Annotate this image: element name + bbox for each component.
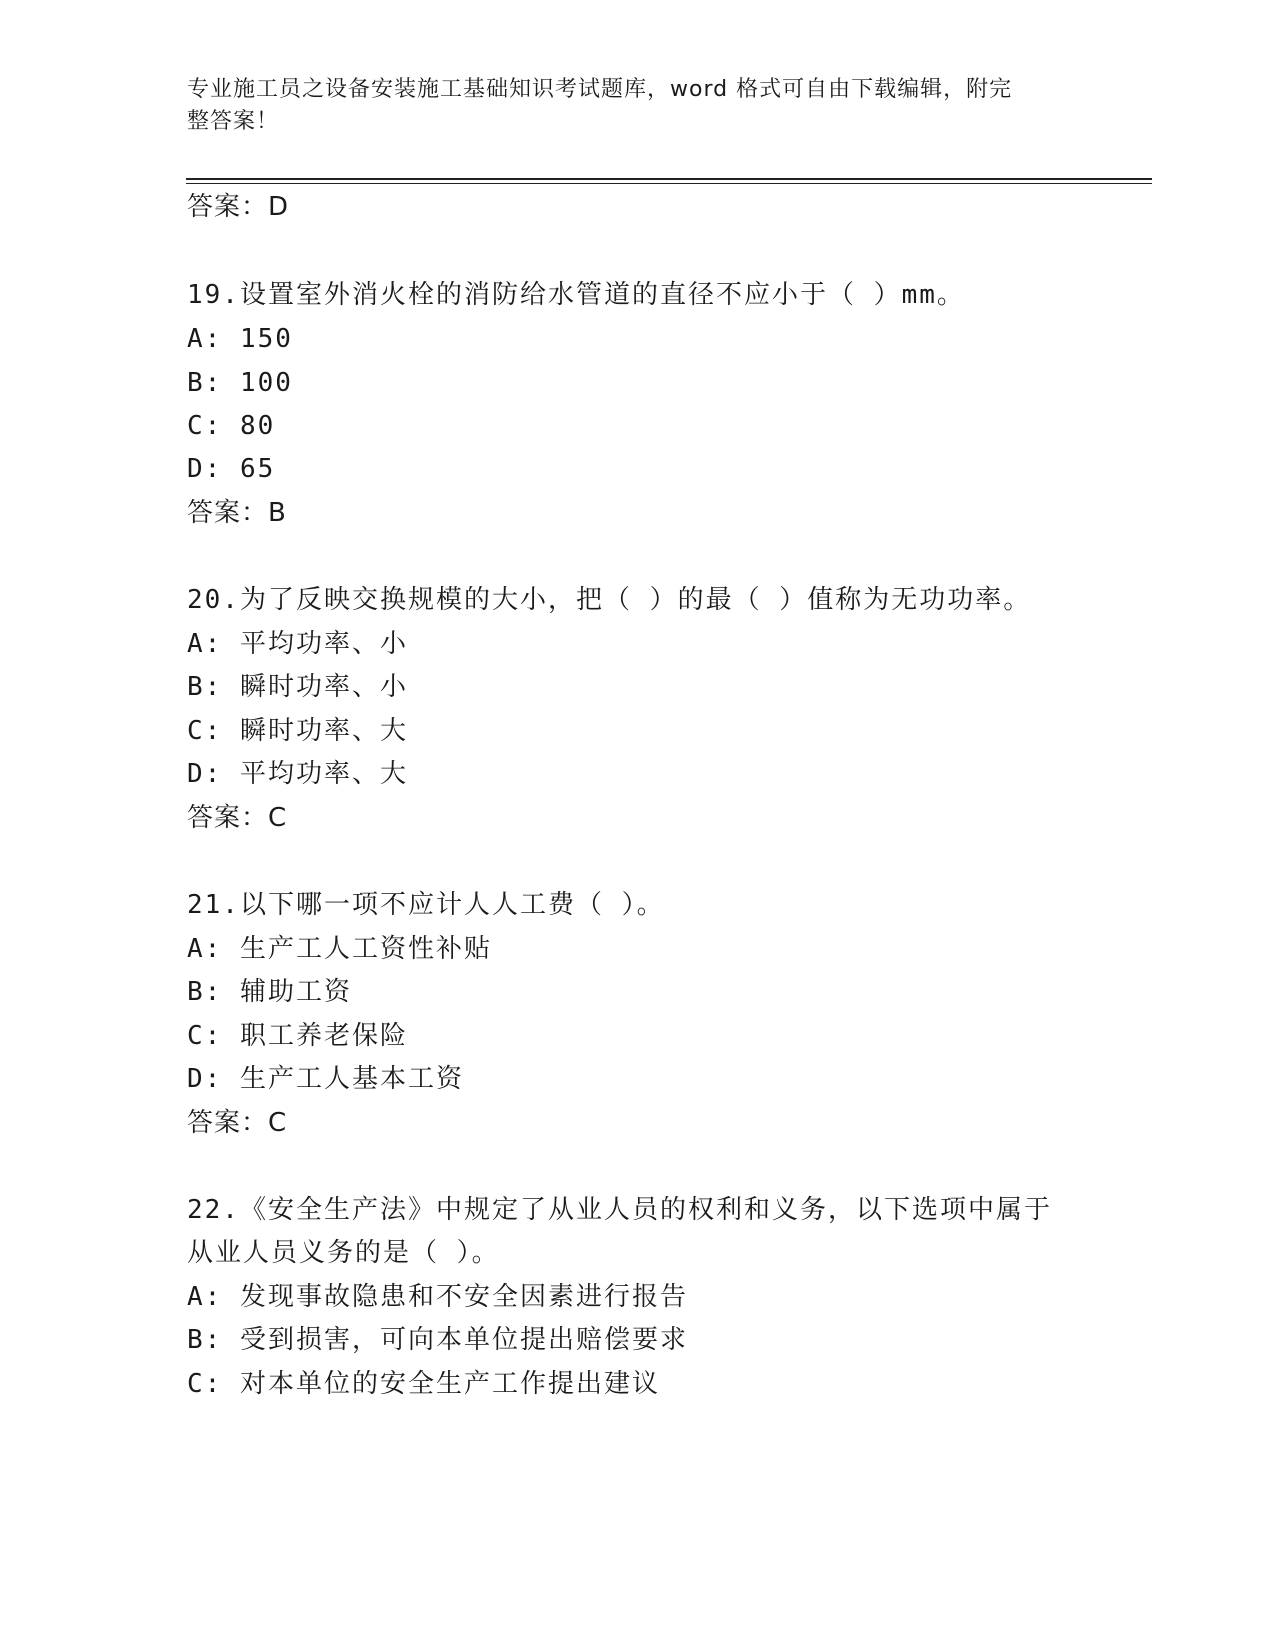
question-22-option-a: A: 发现事故隐患和不安全因素进行报告 [187,1282,688,1312]
question-21: 21.以下哪一项不应计人人工费（ ）。 [187,890,665,920]
question-20-option-c: C: 瞬时功率、大 [187,716,408,746]
question-19-option-c: C: 80 [187,411,276,441]
question-20-option-a: A: 平均功率、小 [187,629,408,659]
question-20-option-b: B: 瞬时功率、小 [187,672,408,702]
question-19: 19.设置室外消火栓的消防给水管道的直径不应小于（ ）mm。 [187,280,965,310]
answer-18: 答案：D [187,192,290,222]
answer-20: 答案：C [187,803,288,833]
header-line-2: 整答案！ [187,109,280,134]
header-line-1: 专业施工员之设备安装施工基础知识考试题库，word 格式可自由下载编辑，附完 [187,77,1013,102]
question-19-option-b: B: 100 [187,368,293,398]
question-22-line-2: 从业人员义务的是（ ）。 [187,1238,500,1268]
question-22-line-1: 22.《安全生产法》中规定了从业人员的权利和义务，以下选项中属于 [187,1195,1052,1225]
question-21-option-d: D: 生产工人基本工资 [187,1064,464,1094]
document-header [187,74,1067,138]
question-20-option-d: D: 平均功率、大 [187,759,408,789]
question-21-option-a: A: 生产工人工资性补贴 [187,934,492,964]
answer-21: 答案：C [187,1108,288,1138]
header-divider-thick [186,178,1152,180]
question-19-option-a: A: 150 [187,324,293,354]
question-22-option-c: C: 对本单位的安全生产工作提出建议 [187,1369,660,1399]
question-21-option-b: B: 辅助工资 [187,977,352,1007]
question-19-option-d: D: 65 [187,454,276,484]
question-21-option-c: C: 职工养老保险 [187,1021,408,1051]
question-22-option-b: B: 受到损害，可向本单位提出赔偿要求 [187,1325,688,1355]
header-divider-thin [186,183,1152,184]
answer-19: 答案：B [187,498,287,528]
question-20: 20.为了反映交换规模的大小，把（ ）的最（ ）值称为无功功率。 [187,585,1032,615]
